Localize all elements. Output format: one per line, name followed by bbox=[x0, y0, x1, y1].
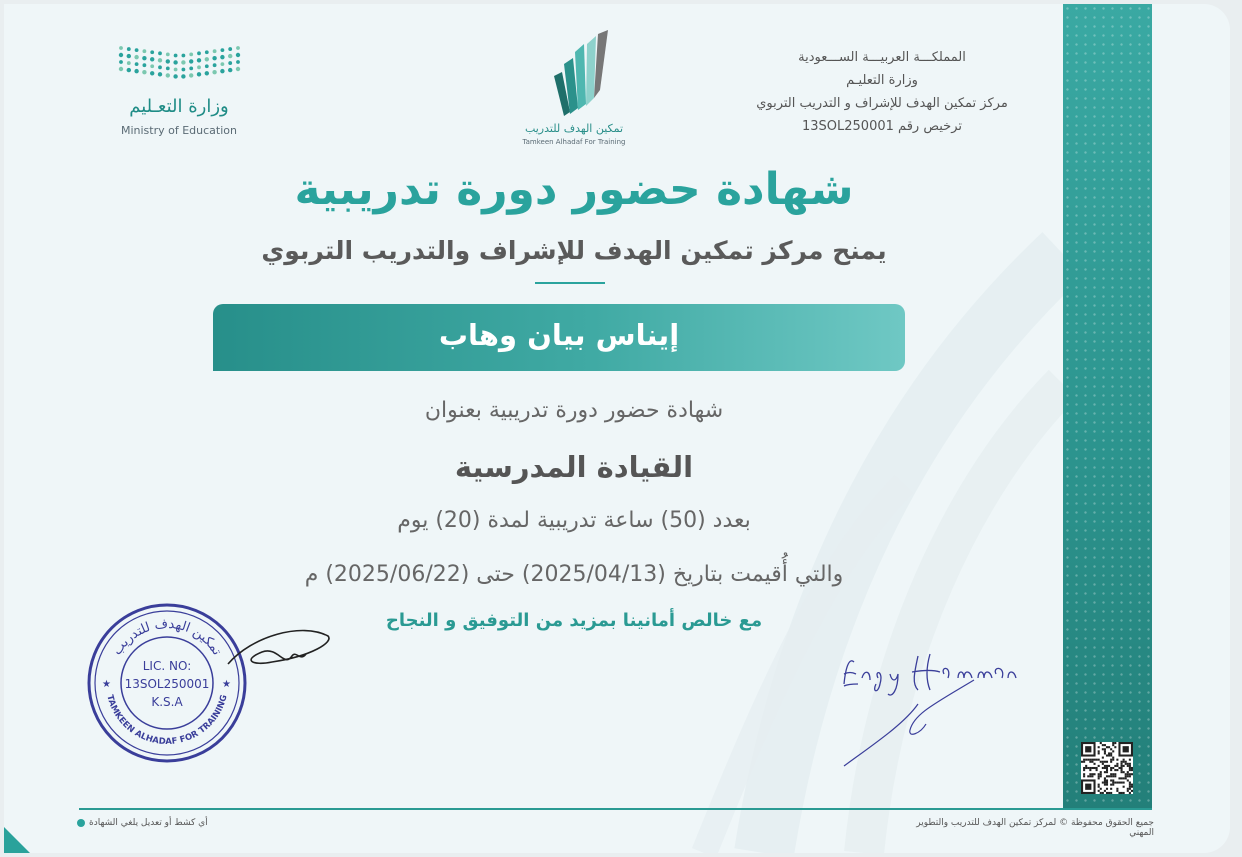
stamp-lic-number: 13SOL250001 bbox=[124, 677, 210, 691]
course-intro: شهادة حضور دورة تدريبية بعنوان bbox=[424, 398, 724, 423]
qr-code-icon bbox=[1081, 742, 1133, 794]
tamkeen-name-ar: تمكين الهدف للتدريب bbox=[524, 122, 624, 135]
center-name: مركز تمكين الهدف للإشراف و التدريب التربوي bbox=[756, 96, 1008, 111]
recipient-name: إيناس بيان وهاب bbox=[438, 318, 680, 352]
info-dot-icon bbox=[77, 819, 85, 827]
course-duration: بعدد (50) ساعة تدريبية لمدة (20) يوم bbox=[397, 508, 751, 533]
stamp-arc-bottom: TAMKEEN ALHADAF FOR TRAINING bbox=[104, 693, 230, 748]
wishes-text: مع خالص أمانينا بمزيد من التوفيق و النجاح bbox=[385, 610, 763, 631]
course-title: القيادة المدرسية bbox=[454, 450, 694, 484]
footer-warning-text: أي كشط أو تعديل يلغي الشهادة bbox=[89, 818, 208, 828]
ministry-logo-name-en: Ministry of Education bbox=[120, 124, 237, 137]
footer-rule bbox=[79, 808, 1152, 810]
stamp-signature-icon bbox=[222, 616, 334, 686]
side-band bbox=[1063, 4, 1152, 810]
corner-accent bbox=[4, 827, 30, 853]
recipient-banner bbox=[213, 304, 905, 371]
title-underline bbox=[535, 282, 605, 284]
ministry-logo-name-ar: وزارة التعـليم bbox=[129, 96, 229, 117]
issuer-header bbox=[722, 46, 1042, 138]
ministry-name: وزارة التعليـم bbox=[846, 73, 918, 88]
country-name: المملكـــة العربيـــة الســـعودية bbox=[798, 50, 966, 65]
ministry-logo-icon bbox=[117, 44, 243, 88]
director-signature-icon bbox=[834, 634, 1024, 774]
stamp-lic-label: LIC. NO: bbox=[142, 659, 192, 673]
svg-text:★: ★ bbox=[102, 679, 111, 690]
footer-copyright: جميع الحقوق محفوظة © لمركز تمكين الهدف للتدريب والتطوير المهني bbox=[916, 818, 1154, 838]
certificate-subtitle: يمنح مركز تمكين الهدف للإشراف والتدريب التربوي bbox=[261, 236, 887, 265]
svg-text:★: ★ bbox=[222, 679, 231, 690]
footer-warning bbox=[77, 818, 208, 828]
stamp-arc-top: تمكين الهدف للتدريب bbox=[109, 616, 225, 659]
course-dates: والتي أُقيمت بتاريخ (2025/04/13) حتى (2025/06/22) م bbox=[304, 562, 844, 587]
certificate-title: شهادة حضور دورة تدريبية bbox=[294, 164, 854, 215]
tamkeen-name-en: Tamkeen Alhadaf For Training bbox=[522, 138, 626, 146]
certificate-page bbox=[4, 4, 1230, 853]
stamp-country: K.S.A bbox=[151, 695, 183, 709]
license-number: ترخيص رقم 13SOL250001 bbox=[802, 119, 962, 134]
